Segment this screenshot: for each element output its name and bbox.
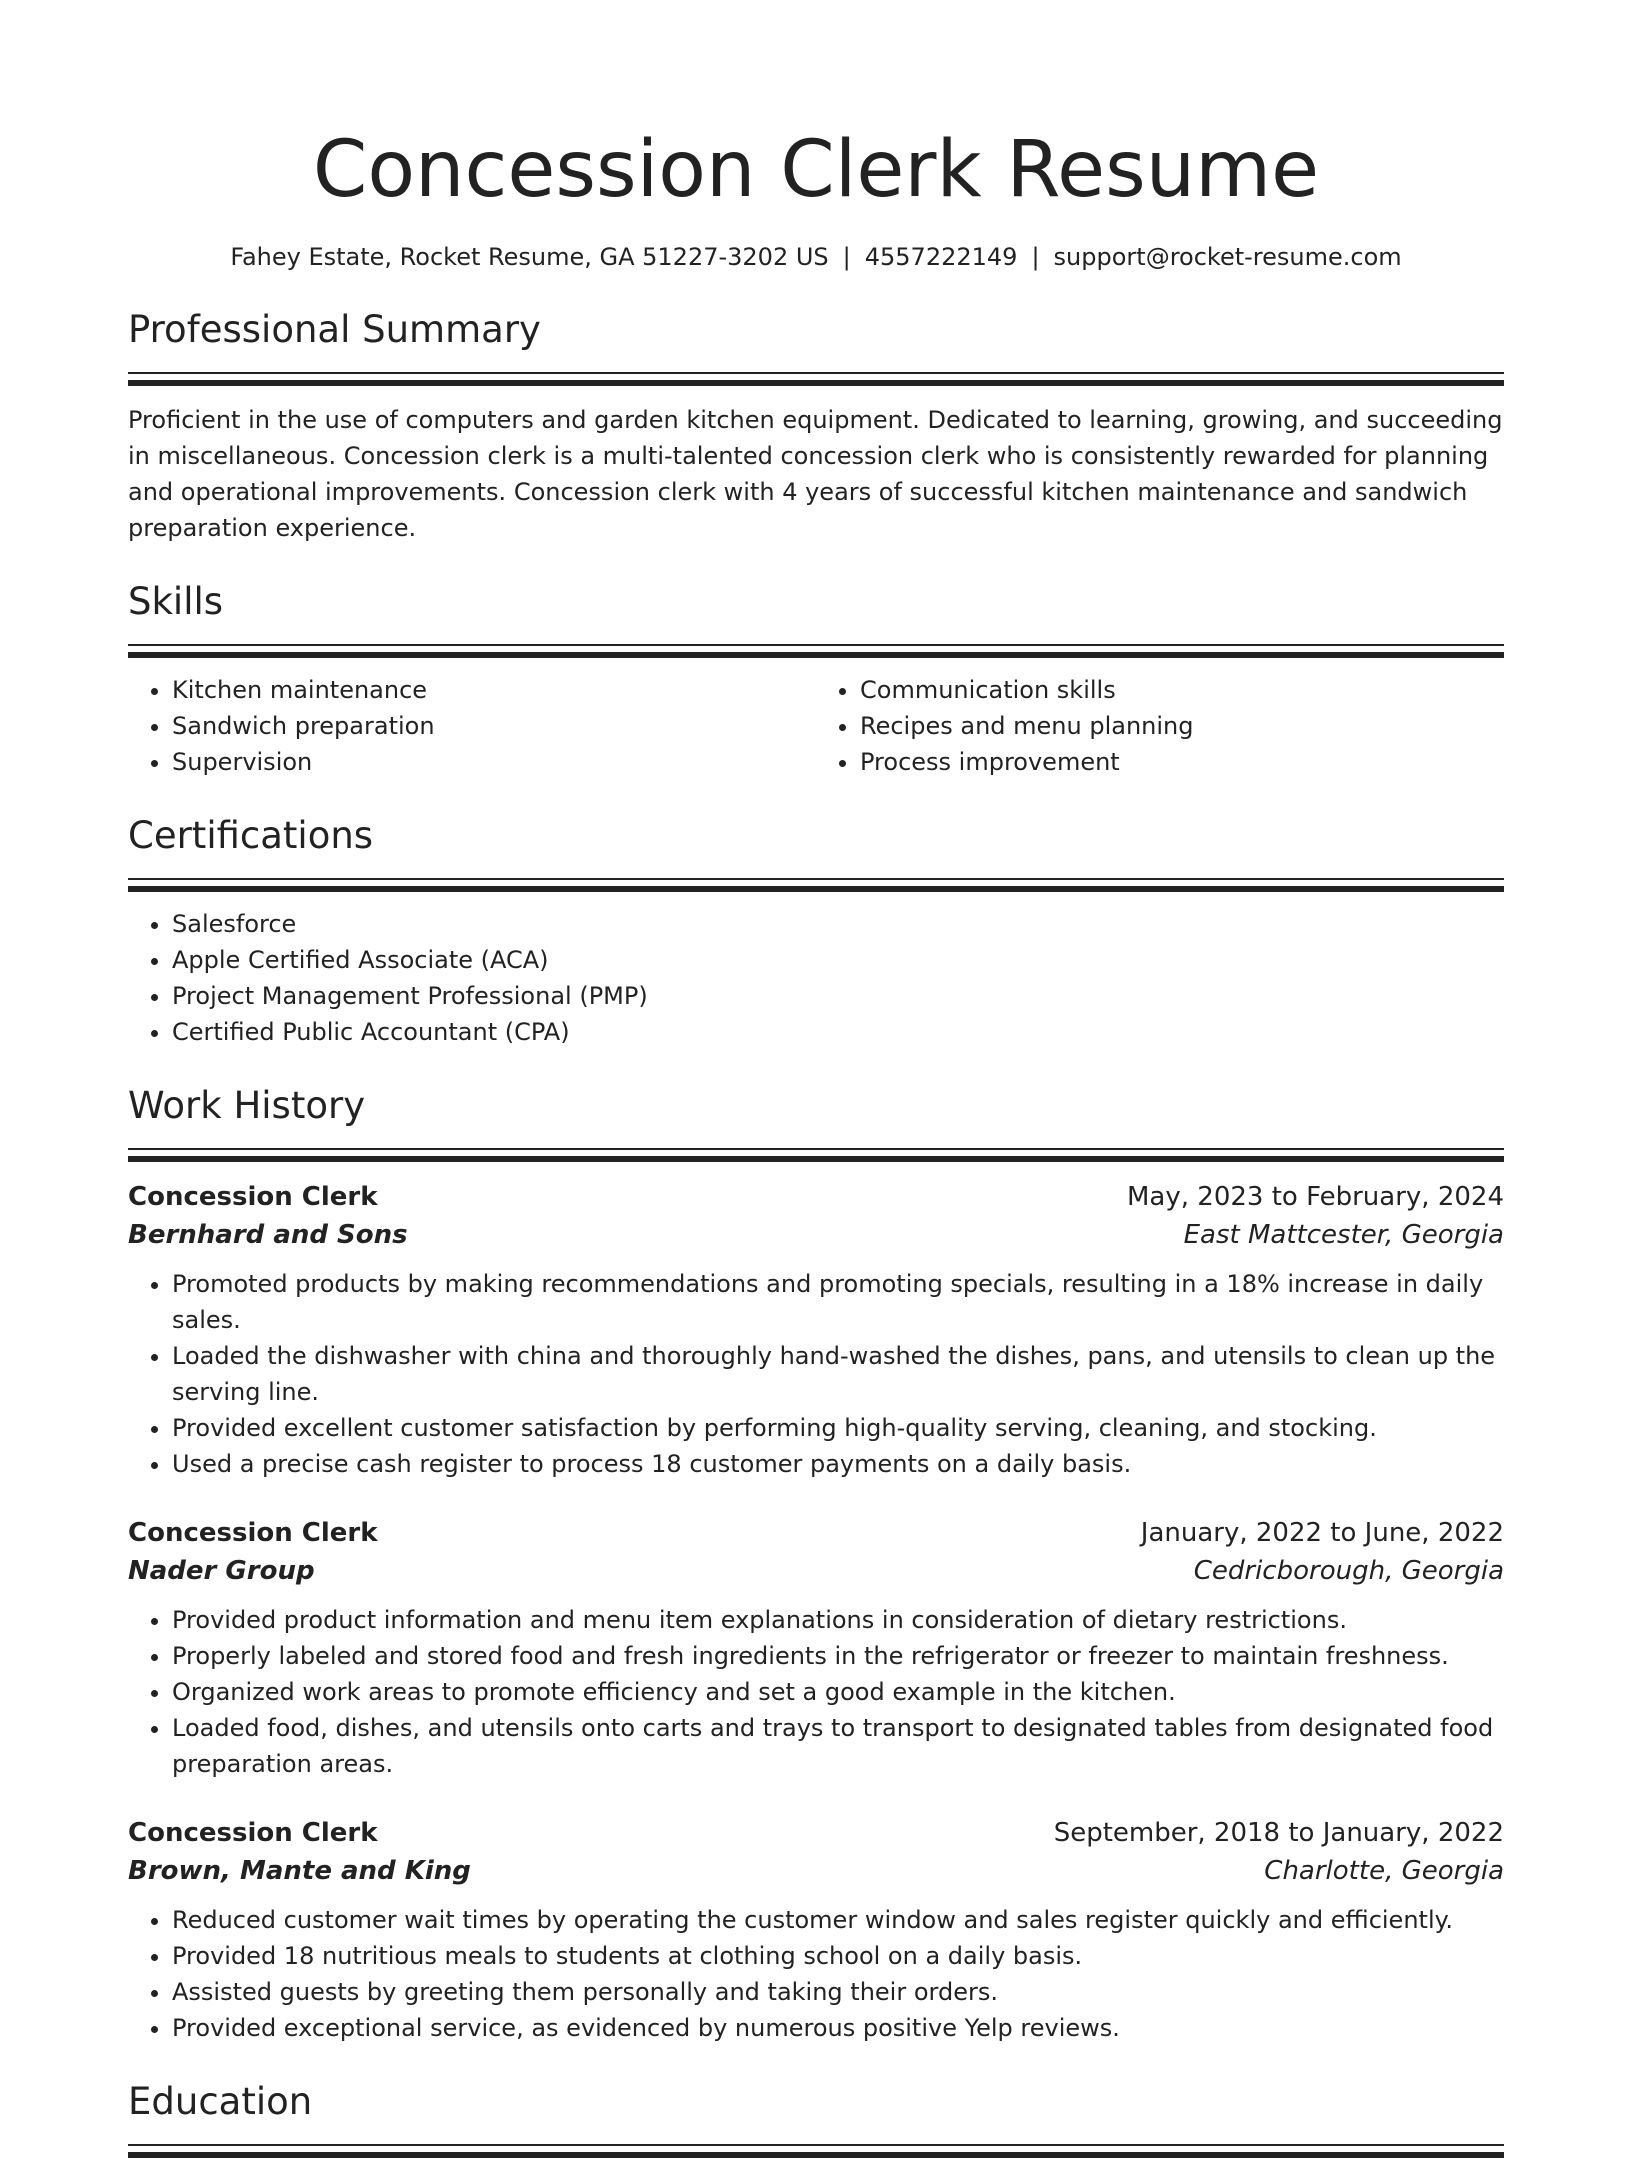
skill-item: • Supervision [172, 744, 816, 780]
section-divider [128, 878, 1504, 880]
job-location: East Mattcester, Georgia [1183, 1220, 1504, 1250]
work-history-heading: Work History [128, 1084, 366, 1127]
contact-phone: 4557222149 [864, 243, 1018, 271]
contact-line [128, 240, 1504, 274]
job-company: Brown, Mante and King [128, 1856, 471, 1886]
certification-item: • Salesforce [172, 906, 1504, 942]
job-title: Concession Clerk [128, 1518, 378, 1548]
summary-text: Proficient in the use of computers and garden kitchen equipment. Dedicated to learning, growing, and succeeding in miscellaneous. Concession clerk is a multi-talented concession clerk who is consistently rewarded for planning and operational improvements. Concession clerk with 4 years of successful kitchen maintenance and sandwich preparation experience. [128, 406, 1503, 542]
job-company: Nader Group [128, 1556, 315, 1586]
job-location: Charlotte, Georgia [1264, 1856, 1504, 1886]
skill-item: • Sandwich preparation [172, 708, 816, 744]
resume-page [128, 0, 1504, 2158]
section-divider-thick [128, 652, 1504, 658]
job-location: Cedricborough, Georgia [1193, 1556, 1504, 1586]
skill-item: • Process improvement [860, 744, 1504, 780]
certification-item: • Certified Public Accountant (CPA) [172, 1014, 1504, 1050]
section-divider [128, 644, 1504, 646]
contact-email: support@rocket-resume.com [1053, 243, 1402, 271]
certification-item: • Apple Certified Associate (ACA) [172, 942, 1504, 978]
contact-address: Fahey Estate, Rocket Resume, GA 51227-3202 US [230, 243, 829, 271]
job-dates: May, 2023 to February, 2024 [1127, 1182, 1504, 1212]
section-divider [128, 1148, 1504, 1150]
job-bullet: • Used a precise cash register to process 18 customer payments on a daily basis. [172, 1446, 1504, 1482]
job-bullets [128, 1902, 1504, 2046]
skills-grid [128, 672, 1504, 780]
job-entry [128, 1814, 1504, 2046]
section-divider [128, 372, 1504, 374]
job-dates: January, 2022 to June, 2022 [1140, 1518, 1504, 1548]
resume-title: Concession Clerk Resume [312, 125, 1320, 215]
certification-item: • Project Management Professional (PMP) [172, 978, 1504, 1014]
section-divider-thick [128, 886, 1504, 892]
section-divider [128, 2144, 1504, 2146]
job-company-row [128, 1552, 1504, 1590]
job-bullet: • Provided product information and menu item explanations in consideration of dietary restrictions. [172, 1602, 1504, 1638]
job-header-row [128, 1178, 1504, 1216]
job-bullet: • Provided 18 nutritious meals to students at clothing school on a daily basis. [172, 1938, 1504, 1974]
job-company-row [128, 1216, 1504, 1254]
contact-separator: | [1031, 243, 1040, 271]
job-bullet: • Provided excellent customer satisfaction by performing high-quality serving, cleaning, and stocking. [172, 1410, 1504, 1446]
skills-list-right [816, 672, 1504, 780]
job-bullet: • Promoted products by making recommendations and promoting specials, resulting in a 18% increase in daily sales. [172, 1266, 1504, 1338]
skill-item: • Communication skills [860, 672, 1504, 708]
job-bullet: • Provided exceptional service, as evidenced by numerous positive Yelp reviews. [172, 2010, 1504, 2046]
section-divider-thick [128, 1156, 1504, 1162]
skill-item: • Kitchen maintenance [172, 672, 816, 708]
job-dates: September, 2018 to January, 2022 [1053, 1818, 1504, 1848]
section-divider-thick [128, 380, 1504, 386]
job-header-row [128, 1514, 1504, 1552]
job-title: Concession Clerk [128, 1818, 378, 1848]
job-bullets [128, 1266, 1504, 1482]
job-bullet: • Assisted guests by greeting them personally and taking their orders. [172, 1974, 1504, 2010]
job-entry [128, 1178, 1504, 1482]
job-bullet: • Loaded food, dishes, and utensils onto carts and trays to transport to designated tables from designated food preparation areas. [172, 1710, 1504, 1782]
certifications-list [128, 906, 1504, 1050]
skills-list-left [128, 672, 816, 780]
job-bullets [128, 1602, 1504, 1782]
education-heading: Education [128, 2080, 313, 2123]
job-header-row [128, 1814, 1504, 1852]
skills-heading: Skills [128, 580, 224, 623]
contact-separator: | [842, 243, 851, 271]
job-bullet: • Loaded the dishwasher with china and thoroughly hand-washed the dishes, pans, and utensils to clean up the serving line. [172, 1338, 1504, 1410]
job-company-row [128, 1852, 1504, 1890]
job-title: Concession Clerk [128, 1182, 378, 1212]
skill-item: • Recipes and menu planning [860, 708, 1504, 744]
job-bullet: • Properly labeled and stored food and fresh ingredients in the refrigerator or freezer to maintain freshness. [172, 1638, 1504, 1674]
job-company: Bernhard and Sons [128, 1220, 408, 1250]
summary-heading: Professional Summary [128, 308, 541, 351]
certifications-heading: Certifications [128, 814, 374, 857]
job-entry [128, 1514, 1504, 1782]
section-divider-thick [128, 2152, 1504, 2158]
job-bullet: • Organized work areas to promote efficiency and set a good example in the kitchen. [172, 1674, 1504, 1710]
job-bullet: • Reduced customer wait times by operating the customer window and sales register quickly and efficiently. [172, 1902, 1504, 1938]
